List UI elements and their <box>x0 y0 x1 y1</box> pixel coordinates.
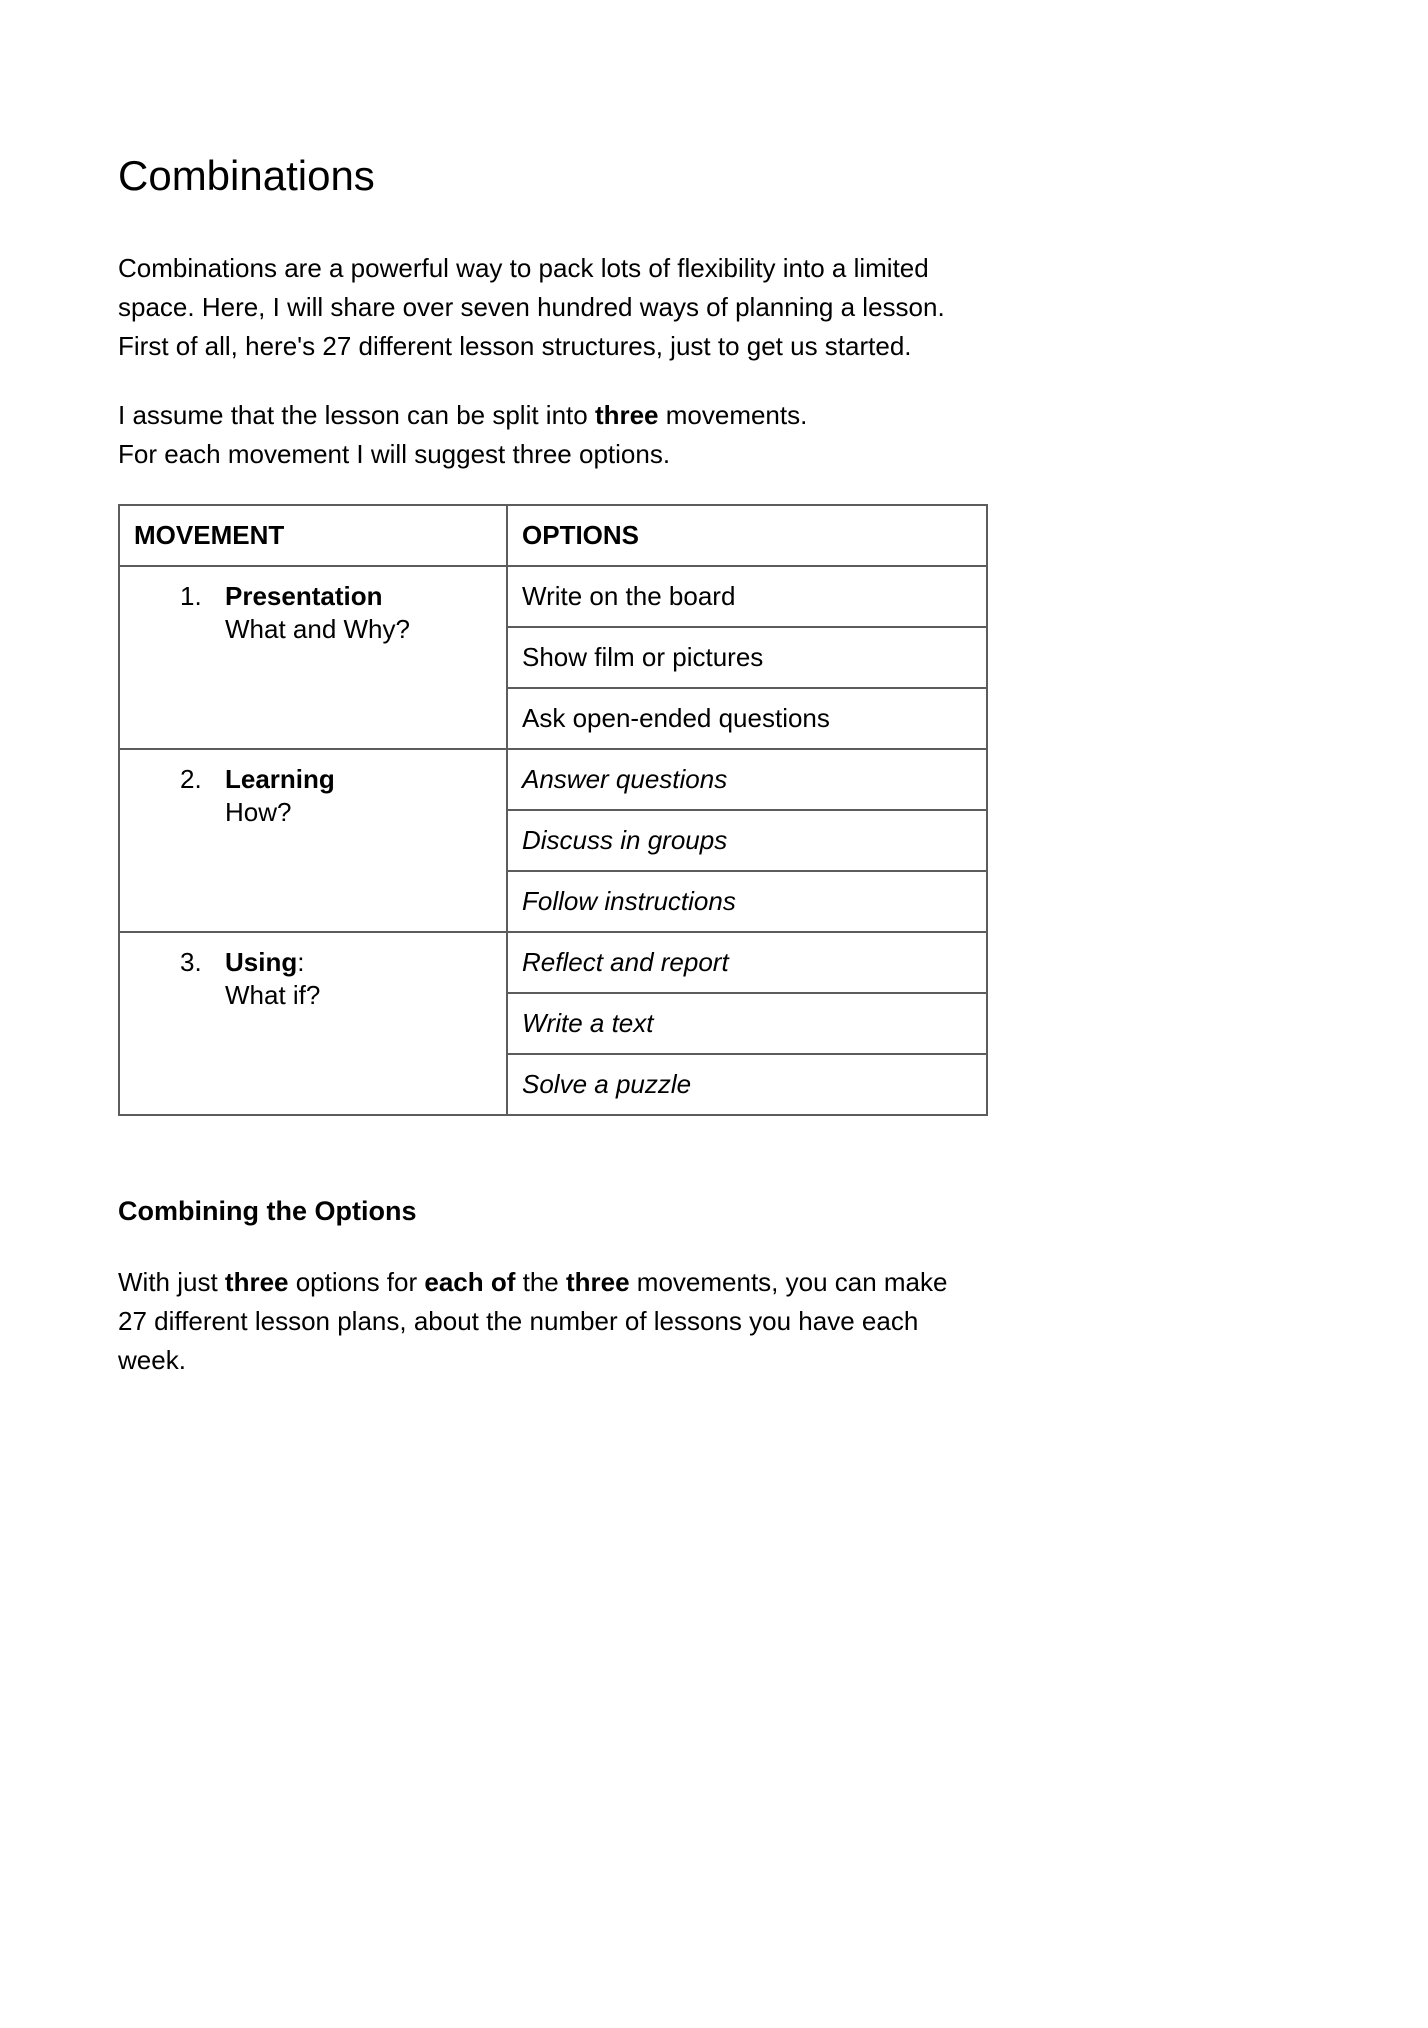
text-segment-bold: three <box>565 1266 630 1297</box>
movement-subtitle: What and Why? <box>225 613 410 644</box>
movement-subtitle: What if? <box>225 979 321 1010</box>
document-title: Combinations <box>118 152 375 199</box>
option-cell: Solve a puzzle <box>507 1054 987 1115</box>
text-segment: options for <box>288 1266 425 1297</box>
option-cell: Discuss in groups <box>507 810 987 871</box>
list-number: 3. <box>180 946 202 977</box>
text-segment: With just <box>118 1266 225 1297</box>
movement-name: Using <box>225 946 298 977</box>
table-header-movement: MOVEMENT <box>119 505 507 566</box>
option-cell: Follow instructions <box>507 871 987 932</box>
assumption-paragraph <box>118 396 970 474</box>
intro-paragraph: Combinations are a powerful way to pack lots of flexibility into a limited space. Here, I will share over seven hundred ways of planning a lesson. First of all, here's 27 different lesson structures, just to get us started. <box>118 252 945 361</box>
movements-options-table <box>118 504 988 1116</box>
table-row <box>119 932 987 993</box>
text-segment-bold: each of <box>424 1266 516 1297</box>
option-cell: Answer questions <box>507 749 987 810</box>
movement-cell-presentation <box>119 566 507 749</box>
movement-name: Learning <box>225 763 335 794</box>
movement-name-suffix: : <box>297 946 305 977</box>
table-row <box>119 749 987 810</box>
list-number: 2. <box>180 763 202 794</box>
text-segment-bold: three <box>594 399 659 430</box>
closing-paragraph <box>118 1263 970 1380</box>
table-row <box>119 566 987 627</box>
movement-subtitle: How? <box>225 796 292 827</box>
table-header-options: OPTIONS <box>507 505 987 566</box>
option-cell: Reflect and report <box>507 932 987 993</box>
option-cell: Ask open-ended questions <box>507 688 987 749</box>
text-segment: movements, you can make 27 different lesson plans, about the number of lessons you have each week. <box>118 1266 948 1375</box>
table-header-row <box>119 505 987 566</box>
movement-cell-using <box>119 932 507 1115</box>
option-cell: Show film or pictures <box>507 627 987 688</box>
text-segment: the <box>515 1266 566 1297</box>
text-segment: For each movement I will suggest three options. <box>118 438 671 469</box>
text-segment: movements. <box>658 399 808 430</box>
text-segment-bold: three <box>224 1266 289 1297</box>
movement-name: Presentation <box>225 580 383 611</box>
list-number: 1. <box>180 580 202 611</box>
option-cell: Write on the board <box>507 566 987 627</box>
section-heading-combining-options: Combining the Options <box>118 1195 417 1226</box>
movement-cell-learning <box>119 749 507 932</box>
text-segment: I assume that the lesson can be split into <box>118 399 595 430</box>
option-cell: Write a text <box>507 993 987 1054</box>
